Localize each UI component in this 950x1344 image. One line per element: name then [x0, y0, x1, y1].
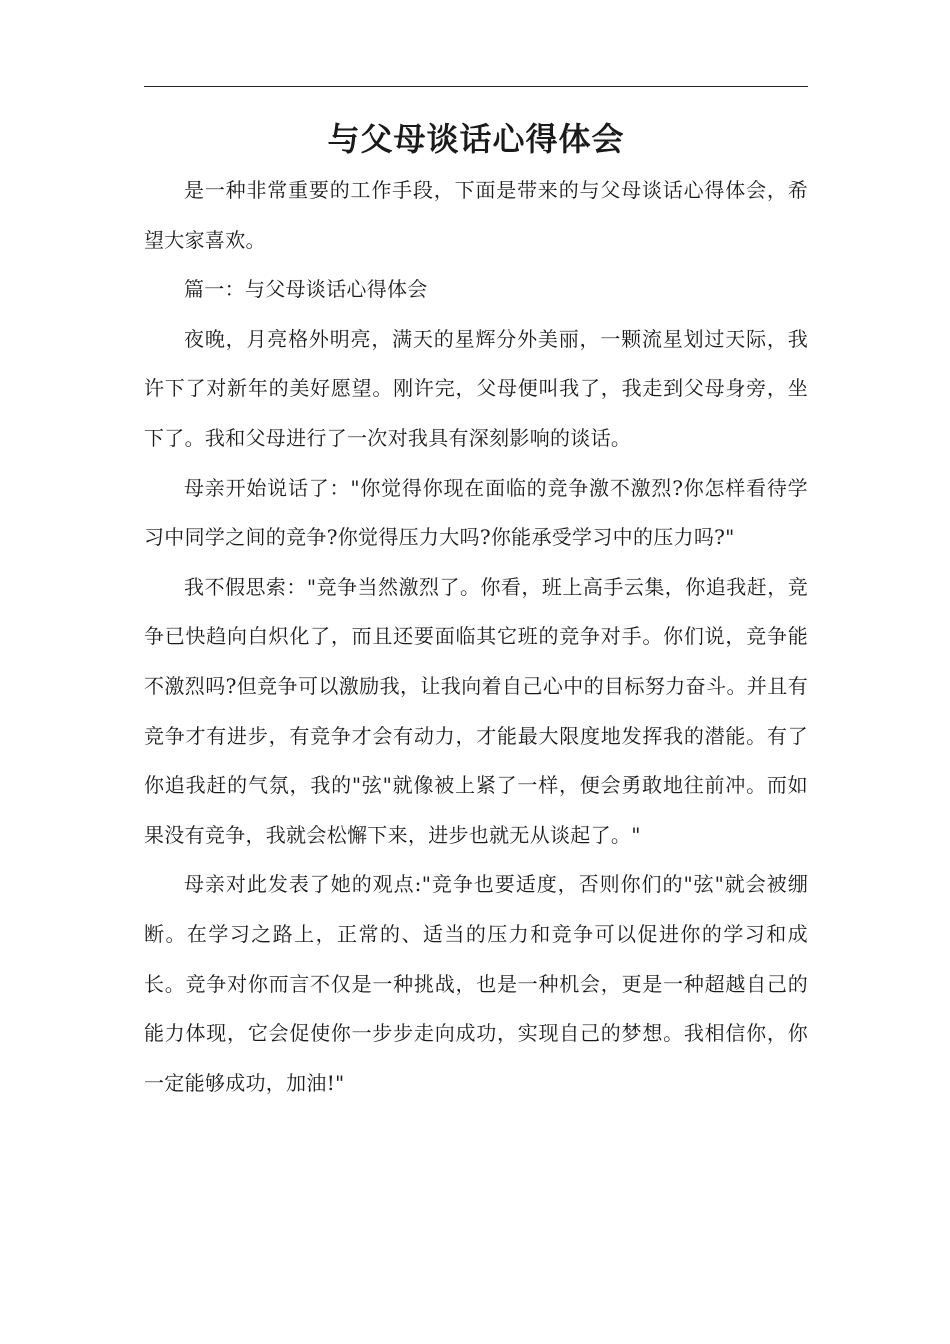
document-body — [144, 166, 808, 1108]
document-title: 与父母谈话心得体会 — [327, 120, 625, 158]
section-heading: 篇一：与父母谈话心得体会 — [184, 277, 428, 302]
header-rule — [144, 86, 808, 87]
body-paragraph: 母亲开始说话了："你觉得你现在面临的竞争激不激烈?你怎样看待学习中同学之间的竞争?你觉得压力大吗?你能承受学习中的压力吗?" — [144, 475, 808, 550]
body-paragraph: 夜晚，月亮格外明亮，满天的星辉分外美丽，一颗流星划过天际，我许下了对新年的美好愿望。刚许完，父母便叫我了，我走到父母身旁，坐下了。我和父母进行了一次对我具有深刻影响的谈话。 — [144, 326, 808, 450]
document-page — [144, 0, 808, 1344]
intro-paragraph: 是一种非常重要的工作手段，下面是带来的与父母谈话心得体会，希望大家喜欢。 — [144, 178, 808, 252]
body-paragraph: 我不假思索："竞争当然激烈了。你看，班上高手云集，你追我赶，竞争已快趋向白炽化了，而且还要面临其它班的竞争对手。你们说，竞争能不激烈吗?但竞争可以激励我，让我向着自己心中的目标努力奋斗。并且有竞争才有进步，有竞争才会有动力，才能最大限度地发挥我的潜能。有了你追我赶的气氛，我的"弦"就像被上紧了一样，便会勇敢地往前冲。而如果没有竞争，我就会松懈下来，进步也就无从谈起了。" — [144, 574, 808, 847]
body-paragraph: 母亲对此发表了她的观点:"竞争也要适度，否则你们的"弦"就会被绷断。在学习之路上，正常的、适当的压力和竞争可以促进你的学习和成长。竞争对你而言不仅是一种挑战，也是一种机会，更是一种超越自己的能力体现，它会促使你一步步走向成功，实现自己的梦想。我相信你，你一定能够成功，加油!" — [144, 872, 808, 1095]
